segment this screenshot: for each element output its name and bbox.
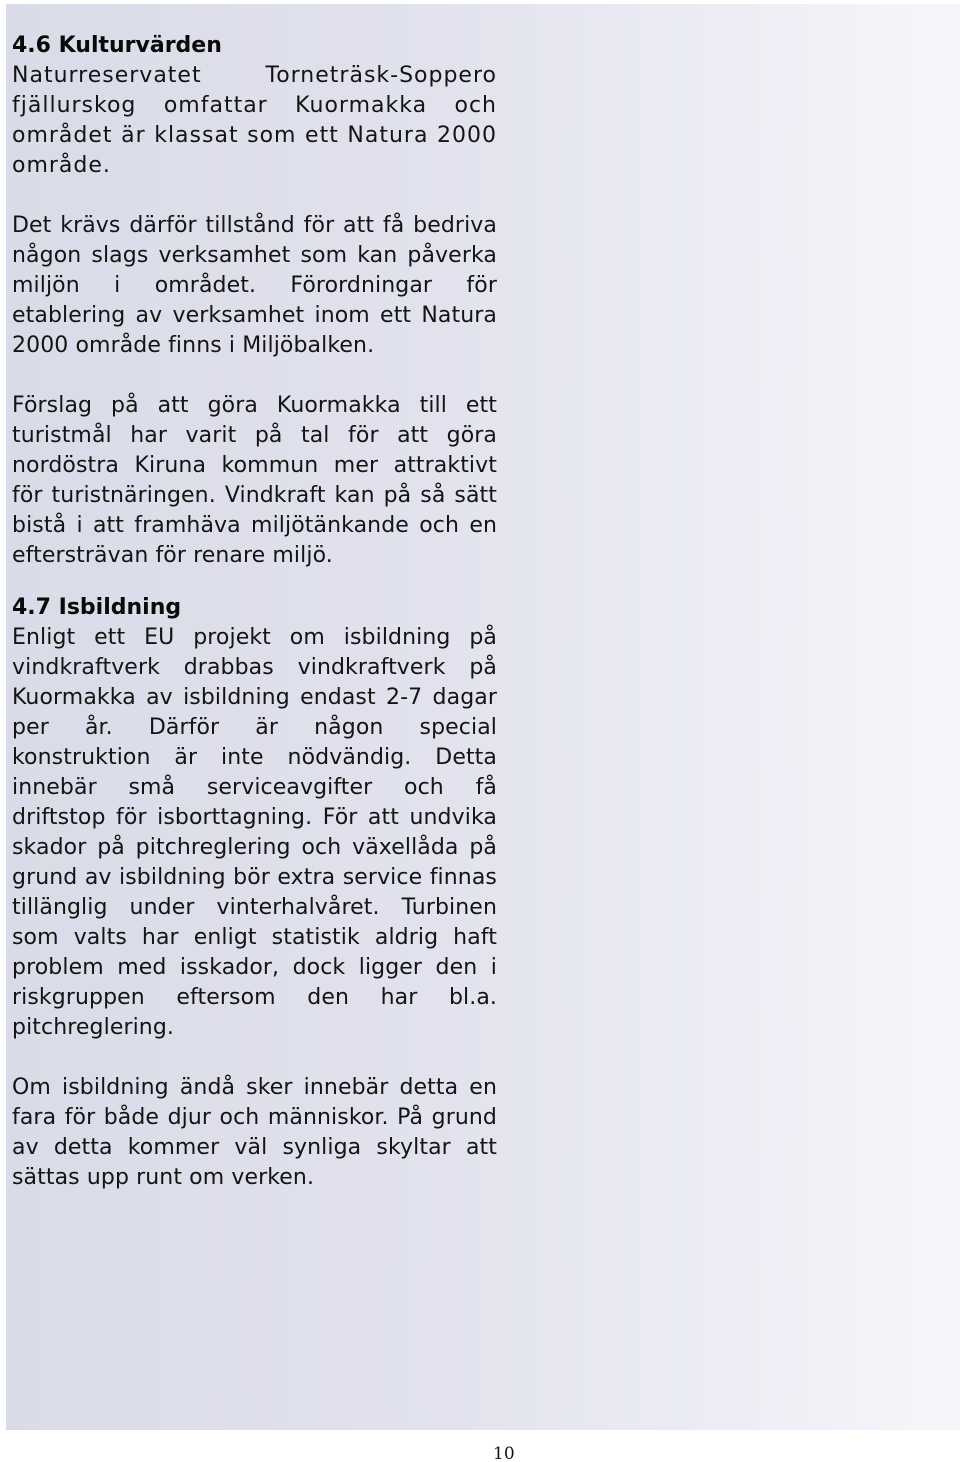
paragraph: Om isbildning ändå sker innebär detta en fara för både djur och människor. På grund av detta kommer väl synliga skyltar att sättas upp runt om verken. — [12, 1075, 497, 1190]
page-number: 10 — [493, 1444, 515, 1462]
paragraph: Det krävs därför tillstånd för att få bedriva någon slags verksamhet som kan påverka miljön i området. Förordningar för etablering av verksamhet inom ett Natura 2000 område finns i Miljöbalken. — [12, 213, 497, 358]
paragraph: Enligt ett EU projekt om isbildning på vindkraftverk drabbas vindkraftverk på Kuormakka av isbildning endast 2-7 dagar per år. Därför är någon special konstruktion är inte nödvändig. Detta innebär små serviceavgifter och få driftstop för isborttagning. För att undvika skador på pitchreglering och växellåda på grund av isbildning bör extra service finnas tillänglig under vinterhalvåret. Turbinen som valts har enligt statistik aldrig haft problem med isskador, dock ligger den i riskgruppen eftersom den har bl.a. pitchreglering. — [12, 625, 497, 1040]
paragraph: Förslag på att göra Kuormakka till ett turistmål har varit på tal för att göra nordöstra Kiruna kommun mer attraktivt för turistnäringen. Vindkraft kan på så sätt bistå i att framhäva miljötänkande och en eftersträvan för renare miljö. — [12, 393, 497, 568]
section-heading-isbildning: 4.7 Isbildning — [12, 595, 182, 620]
section-heading-kulturvarden: 4.6 Kulturvärden — [12, 33, 222, 58]
text-column — [12, 31, 497, 1223]
paragraph: Naturreservatet Torneträsk-Soppero fjällurskog omfattar Kuormakka och området är klassat som ett Natura 2000 område. — [12, 63, 497, 178]
